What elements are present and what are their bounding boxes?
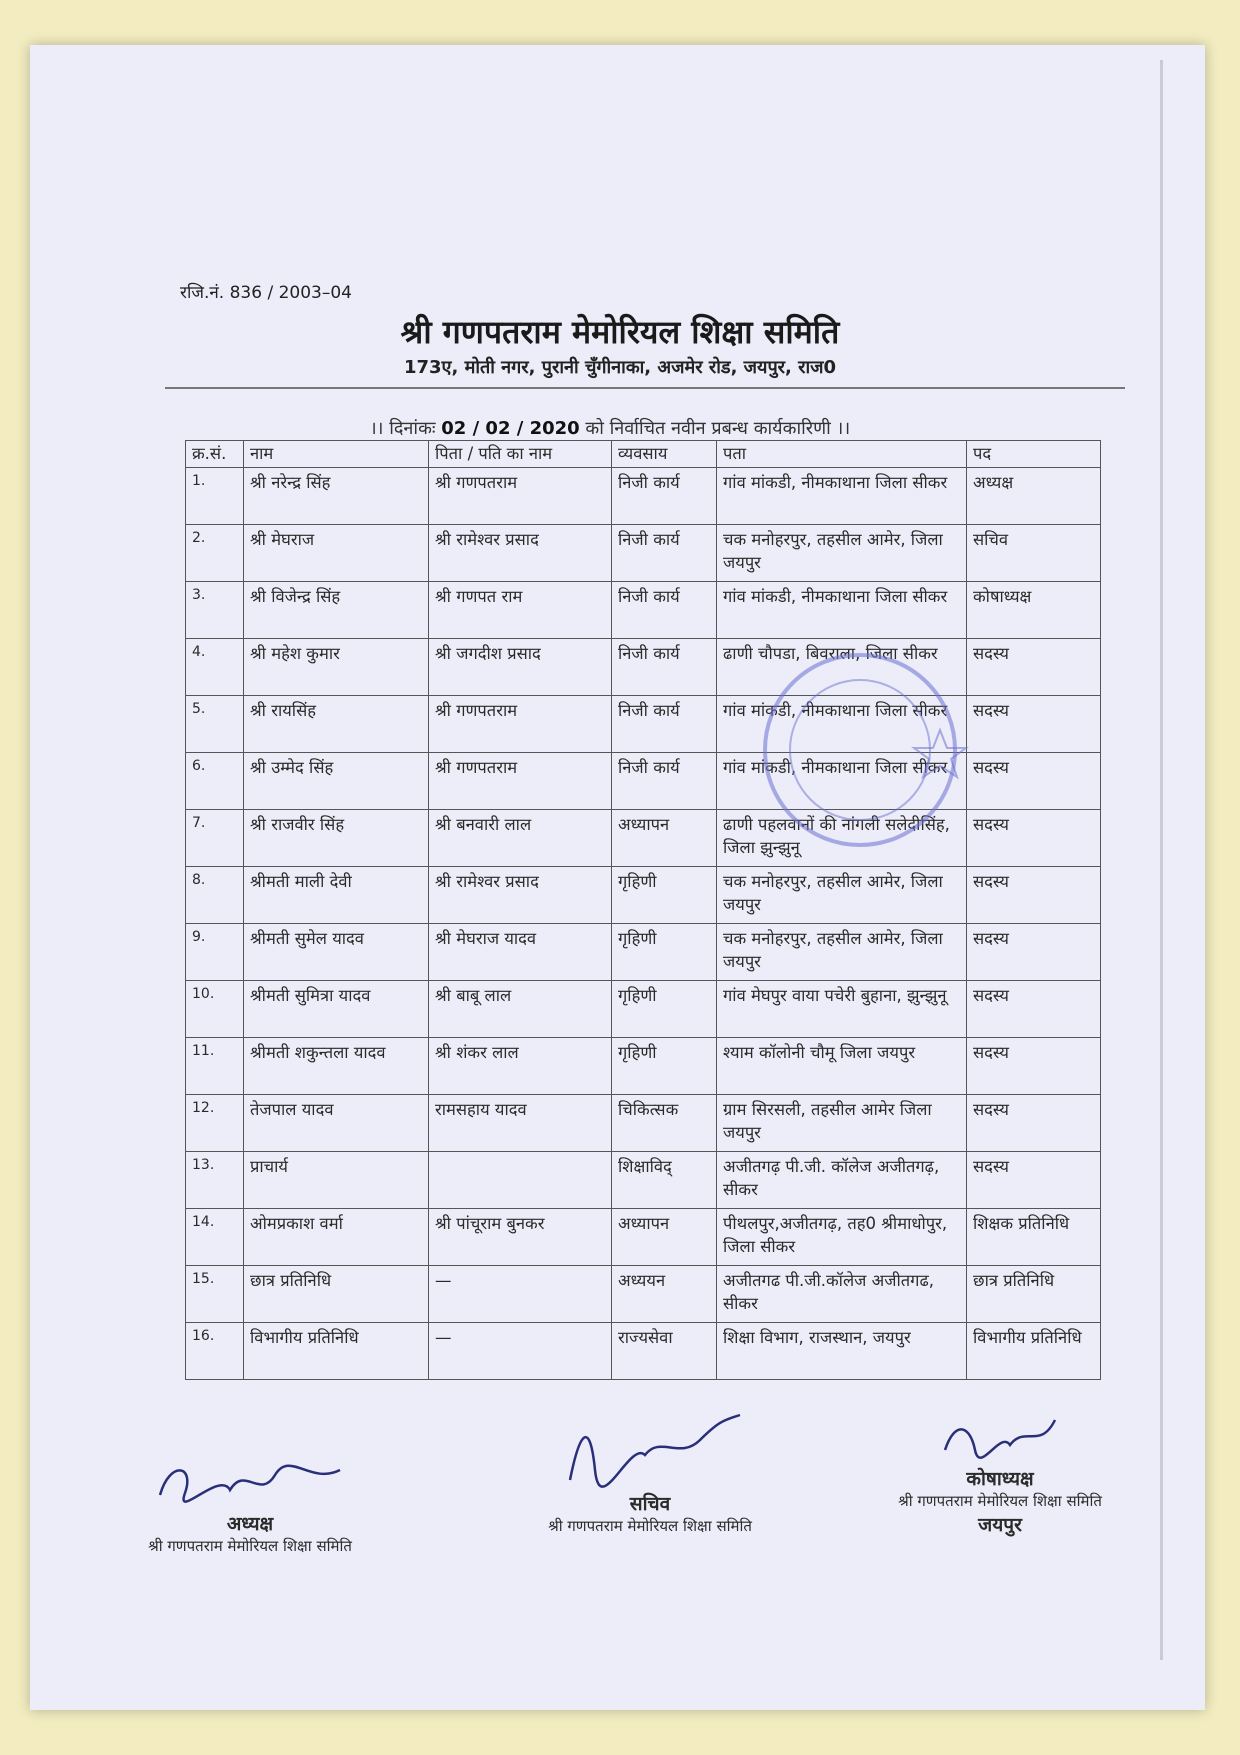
- table-caption: [160, 416, 1060, 440]
- cell-occupation: निजी कार्य: [612, 468, 717, 525]
- cell-address: श्याम कॉलोनी चौमू जिला जयपुर: [717, 1038, 967, 1095]
- cell-post: अध्यक्ष: [967, 468, 1101, 525]
- cell-father-name: —: [429, 1266, 612, 1323]
- table-row: [186, 867, 1101, 924]
- cell-occupation: गृहिणी: [612, 867, 717, 924]
- cell-serial: 12.: [186, 1095, 244, 1152]
- cell-serial: 9.: [186, 924, 244, 981]
- cell-name: श्री महेश कुमार: [244, 639, 429, 696]
- header-occupation: व्यवसाय: [612, 441, 717, 468]
- cell-name: श्रीमती माली देवी: [244, 867, 429, 924]
- cell-address: अजीतगढ़ पी.जी. कॉलेज अजीतगढ़, सीकर: [717, 1152, 967, 1209]
- cell-occupation: गृहिणी: [612, 981, 717, 1038]
- cell-name: श्री मेघराज: [244, 525, 429, 582]
- cell-address: गांव मांकडी, नीमकाथाना जिला सीकर: [717, 582, 967, 639]
- signature-role: सचिव: [629, 1493, 671, 1515]
- committee-table: [185, 440, 1101, 1380]
- table-row: [186, 1095, 1101, 1152]
- organization-address: 173ए, मोती नगर, पुरानी चुँगीनाका, अजमेर रोड, जयपुर, राज0: [403, 357, 837, 378]
- header-post: पद: [967, 441, 1101, 468]
- cell-name: श्रीमती सुमेल यादव: [244, 924, 429, 981]
- cell-occupation: चिकित्सक: [612, 1095, 717, 1152]
- cell-father-name: श्री बाबू लाल: [429, 981, 612, 1038]
- cell-post: सदस्य: [967, 810, 1101, 867]
- cell-address: गांव मांकडी, नीमकाथाना जिला सीकर: [717, 696, 967, 753]
- cell-father-name: श्री गणपत राम: [429, 582, 612, 639]
- cell-name: श्री विजेन्द्र सिंह: [244, 582, 429, 639]
- signature-scribble: [150, 1455, 350, 1510]
- cell-father-name: रामसहाय यादव: [429, 1095, 612, 1152]
- signature-scribble: [930, 1410, 1070, 1465]
- cell-post: सदस्य: [967, 639, 1101, 696]
- signature-place: जयपुर: [978, 1514, 1022, 1536]
- header-father-name: पिता / पति का नाम: [429, 441, 612, 468]
- cell-name: छात्र प्रतिनिधि: [244, 1266, 429, 1323]
- cell-name: श्री राजवीर सिंह: [244, 810, 429, 867]
- cell-serial: 13.: [186, 1152, 244, 1209]
- cell-serial: 6.: [186, 753, 244, 810]
- cell-serial: 5.: [186, 696, 244, 753]
- cell-occupation: गृहिणी: [612, 924, 717, 981]
- cell-post: सदस्य: [967, 1095, 1101, 1152]
- cell-address: चक मनोहरपुर, तहसील आमेर, जिला जयपुर: [717, 867, 967, 924]
- cell-name: श्री रायसिंह: [244, 696, 429, 753]
- header-name: नाम: [244, 441, 429, 468]
- caption-suffix: को निर्वाचित नवीन प्रबन्ध कार्यकारिणी ।।: [585, 418, 851, 439]
- cell-name: विभागीय प्रतिनिधि: [244, 1323, 429, 1380]
- cell-father-name: —: [429, 1323, 612, 1380]
- cell-occupation: अध्ययन: [612, 1266, 717, 1323]
- header-address: पता: [717, 441, 967, 468]
- signature-role: कोषाध्यक्ष: [966, 1468, 1034, 1490]
- cell-father-name: [429, 1152, 612, 1209]
- cell-address: गांव मांकडी, नीमकाथाना जिला सीकर: [717, 468, 967, 525]
- cell-address: गांव मेघपुर वाया पचेरी बुहाना, झुन्झुनू: [717, 981, 967, 1038]
- cell-post: सदस्य: [967, 867, 1101, 924]
- cell-address: ढाणी चौपडा, बिवराला, जिला सीकर: [717, 639, 967, 696]
- cell-serial: 2.: [186, 525, 244, 582]
- cell-post: सदस्य: [967, 753, 1101, 810]
- cell-occupation: निजी कार्य: [612, 753, 717, 810]
- signature-org: श्री गणपतराम मेमोरियल शिक्षा समिति: [148, 1537, 352, 1555]
- cell-occupation: राज्यसेवा: [612, 1323, 717, 1380]
- cell-father-name: श्री गणपतराम: [429, 696, 612, 753]
- cell-post: विभागीय प्रतिनिधि: [967, 1323, 1101, 1380]
- cell-post: सचिव: [967, 525, 1101, 582]
- table-row: [186, 468, 1101, 525]
- cell-name: श्री उम्मेद सिंह: [244, 753, 429, 810]
- cell-post: सदस्य: [967, 981, 1101, 1038]
- table-row: [186, 1266, 1101, 1323]
- table-row: [186, 525, 1101, 582]
- cell-father-name: श्री गणपतराम: [429, 468, 612, 525]
- signature-role: अध्यक्ष: [226, 1513, 274, 1535]
- cell-occupation: निजी कार्य: [612, 582, 717, 639]
- signature-org: श्री गणपतराम मेमोरियल शिक्षा समिति: [548, 1517, 752, 1535]
- organization-stamp: [740, 630, 980, 870]
- cell-post: सदस्य: [967, 696, 1101, 753]
- cell-post: कोषाध्यक्ष: [967, 582, 1101, 639]
- cell-occupation: गृहिणी: [612, 1038, 717, 1095]
- table-header-row: [186, 441, 1101, 468]
- cell-father-name: श्री बनवारी लाल: [429, 810, 612, 867]
- cell-address: गांव मांकडी, नीमकाथाना जिला सीकर: [717, 753, 967, 810]
- cell-serial: 1.: [186, 468, 244, 525]
- cell-occupation: निजी कार्य: [612, 696, 717, 753]
- cell-serial: 7.: [186, 810, 244, 867]
- cell-serial: 11.: [186, 1038, 244, 1095]
- cell-post: सदस्य: [967, 1152, 1101, 1209]
- paper-fold: [1160, 60, 1163, 1660]
- table-row: [186, 1038, 1101, 1095]
- cell-name: श्रीमती शकुन्तला यादव: [244, 1038, 429, 1095]
- cell-father-name: श्री गणपतराम: [429, 753, 612, 810]
- cell-serial: 16.: [186, 1323, 244, 1380]
- cell-address: चक मनोहरपुर, तहसील आमेर, जिला जयपुर: [717, 525, 967, 582]
- cell-father-name: श्री पांचूराम बुनकर: [429, 1209, 612, 1266]
- cell-serial: 15.: [186, 1266, 244, 1323]
- cell-occupation: निजी कार्य: [612, 639, 717, 696]
- cell-serial: 10.: [186, 981, 244, 1038]
- cell-name: तेजपाल यादव: [244, 1095, 429, 1152]
- header-serial: क्र.सं.: [186, 441, 244, 468]
- caption-prefix: ।। दिनांकः: [369, 418, 436, 439]
- signature-org: श्री गणपतराम मेमोरियल शिक्षा समिति: [898, 1492, 1102, 1510]
- table-row: [186, 924, 1101, 981]
- cell-serial: 8.: [186, 867, 244, 924]
- cell-occupation: निजी कार्य: [612, 525, 717, 582]
- cell-name: प्राचार्य: [244, 1152, 429, 1209]
- cell-post: सदस्य: [967, 924, 1101, 981]
- cell-address: अजीतगढ पी.जी.कॉलेज अजीतगढ, सीकर: [717, 1266, 967, 1323]
- cell-address: ग्राम सिरसली, तहसील आमेर जिला जयपुर: [717, 1095, 967, 1152]
- cell-occupation: अध्यापन: [612, 810, 717, 867]
- cell-post: छात्र प्रतिनिधि: [967, 1266, 1101, 1323]
- cell-address: ढाणी पहलवानों की नांगली सलेदीसिंह, जिला झुन्झुनू: [717, 810, 967, 867]
- cell-occupation: अध्यापन: [612, 1209, 717, 1266]
- cell-father-name: श्री शंकर लाल: [429, 1038, 612, 1095]
- cell-serial: 4.: [186, 639, 244, 696]
- table-row: [186, 1209, 1101, 1266]
- cell-post: शिक्षक प्रतिनिधि: [967, 1209, 1101, 1266]
- cell-name: ओमप्रकाश वर्मा: [244, 1209, 429, 1266]
- cell-occupation: शिक्षाविद्: [612, 1152, 717, 1209]
- signature-secretary: [500, 1410, 800, 1536]
- table-row: [186, 1152, 1101, 1209]
- cell-address: शिक्षा विभाग, राजस्थान, जयपुर: [717, 1323, 967, 1380]
- registration-number: रजि.नं. 836 / 2003–04: [180, 283, 352, 303]
- table-row: [186, 981, 1101, 1038]
- document-title: श्री गणपतराम मेमोरियल शिक्षा समिति: [400, 313, 840, 351]
- header-divider: [165, 387, 1125, 389]
- signature-president: [110, 1455, 390, 1556]
- cell-father-name: श्री रामेश्वर प्रसाद: [429, 525, 612, 582]
- cell-name: श्रीमती सुमित्रा यादव: [244, 981, 429, 1038]
- signature-scribble: [550, 1410, 750, 1490]
- signature-treasurer: [860, 1410, 1140, 1537]
- cell-serial: 3.: [186, 582, 244, 639]
- cell-address: पीथलपुर,अजीतगढ़, तह0 श्रीमाधोपुर, जिला सीकर: [717, 1209, 967, 1266]
- cell-father-name: श्री रामेश्वर प्रसाद: [429, 867, 612, 924]
- cell-father-name: श्री जगदीश प्रसाद: [429, 639, 612, 696]
- cell-name: श्री नरेन्द्र सिंह: [244, 468, 429, 525]
- cell-serial: 14.: [186, 1209, 244, 1266]
- caption-date: 02 / 02 / 2020: [441, 418, 580, 439]
- cell-father-name: श्री मेघराज यादव: [429, 924, 612, 981]
- cell-address: चक मनोहरपुर, तहसील आमेर, जिला जयपुर: [717, 924, 967, 981]
- cell-post: सदस्य: [967, 1038, 1101, 1095]
- table-row: [186, 1323, 1101, 1380]
